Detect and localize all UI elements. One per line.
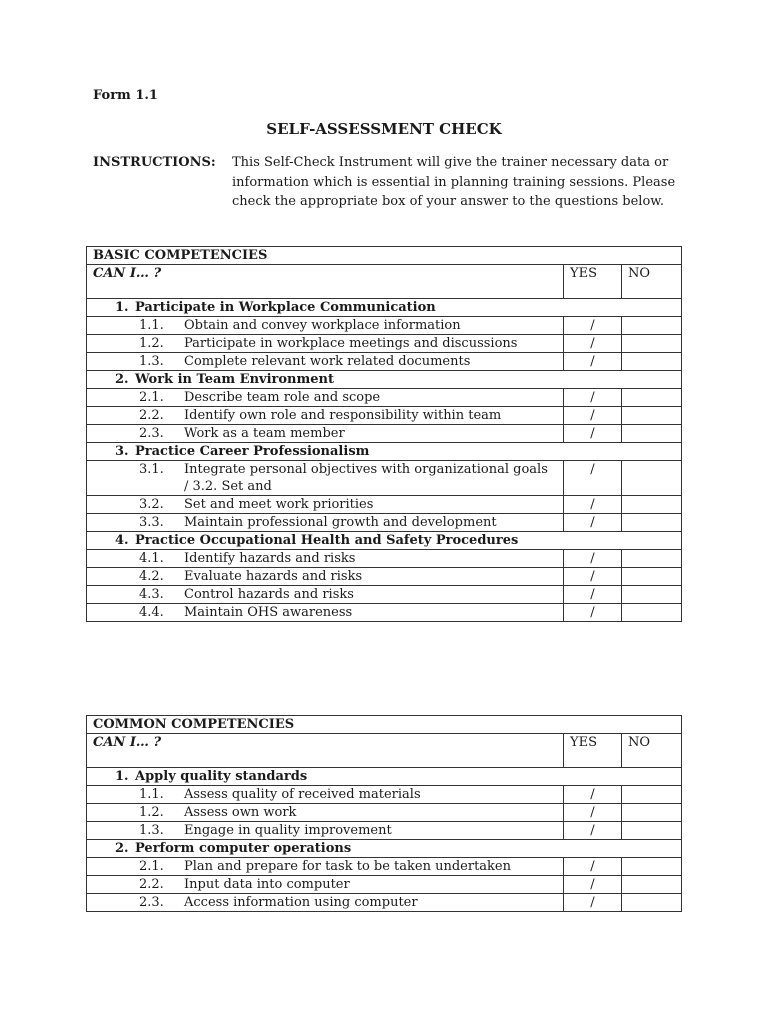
form-label: Form 1.1 (93, 88, 158, 103)
competency-text: Engage in quality improvement (184, 823, 392, 838)
yes-checkbox[interactable]: / (564, 389, 622, 407)
competency-number: 2.2. (139, 877, 164, 892)
competency-description (87, 550, 564, 568)
competency-text: Complete relevant work related documents (184, 354, 471, 369)
no-checkbox[interactable] (622, 568, 682, 586)
competency-description (87, 894, 564, 912)
competency-description (87, 353, 564, 371)
no-checkbox[interactable] (622, 461, 682, 496)
competency-number: 2.2. (139, 408, 164, 423)
no-checkbox[interactable] (622, 389, 682, 407)
section-row (87, 532, 682, 550)
competency-number: 2.3. (139, 426, 164, 441)
yes-checkbox[interactable]: / (564, 550, 622, 568)
no-checkbox[interactable] (622, 604, 682, 622)
instructions-block (93, 153, 683, 212)
competency-number: 1.1. (139, 787, 164, 802)
competency-text: Evaluate hazards and risks (184, 569, 363, 584)
section-number: 1. (115, 300, 129, 315)
competency-text: Assess own work (184, 805, 297, 820)
competency-description (87, 586, 564, 604)
section-title (87, 371, 682, 389)
competency-description (87, 425, 564, 443)
competency-row (87, 858, 682, 876)
competency-text: Integrate personal objectives with organizational goals / 3.2. Set and (184, 462, 548, 494)
yes-checkbox[interactable]: / (564, 353, 622, 371)
competency-row (87, 335, 682, 353)
no-checkbox[interactable] (622, 586, 682, 604)
competency-text: Identify hazards and risks (184, 551, 356, 566)
no-checkbox[interactable] (622, 514, 682, 532)
competency-description (87, 876, 564, 894)
competency-text: Describe team role and scope (184, 390, 381, 405)
yes-checkbox[interactable]: / (564, 425, 622, 443)
competency-description (87, 461, 564, 496)
competency-description (87, 335, 564, 353)
competency-description (87, 514, 564, 532)
no-checkbox[interactable] (622, 550, 682, 568)
no-checkbox[interactable] (622, 894, 682, 912)
yes-checkbox[interactable]: / (564, 461, 622, 496)
section-title (87, 532, 682, 550)
yes-checkbox[interactable]: / (564, 894, 622, 912)
yes-checkbox[interactable]: / (564, 496, 622, 514)
yes-checkbox[interactable]: / (564, 604, 622, 622)
no-checkbox[interactable] (622, 353, 682, 371)
competency-row (87, 786, 682, 804)
section-title-text: Participate in Workplace Communication (135, 300, 436, 315)
competency-text: Work as a team member (184, 426, 345, 441)
competency-description (87, 804, 564, 822)
competency-description (87, 822, 564, 840)
section-number: 3. (115, 444, 129, 459)
section-title-text: Apply quality standards (135, 769, 308, 784)
competency-text: Assess quality of received materials (184, 787, 421, 802)
competency-row (87, 461, 682, 496)
competency-description (87, 389, 564, 407)
competency-row (87, 389, 682, 407)
section-row (87, 299, 682, 317)
no-checkbox[interactable] (622, 335, 682, 353)
competency-number: 1.2. (139, 805, 164, 820)
competency-number: 2.1. (139, 390, 164, 405)
section-title (87, 443, 682, 461)
competency-row (87, 550, 682, 568)
competency-number: 4.3. (139, 587, 164, 602)
section-number: 1. (115, 769, 129, 784)
competency-number: 1.1. (139, 318, 164, 333)
competency-description (87, 858, 564, 876)
competency-text: Plan and prepare for task to be taken undertaken (184, 859, 511, 874)
section-title (87, 840, 682, 858)
competency-row (87, 317, 682, 335)
yes-checkbox[interactable]: / (564, 786, 622, 804)
no-checkbox[interactable] (622, 876, 682, 894)
section-title (87, 299, 682, 317)
competency-number: 1.3. (139, 354, 164, 369)
competency-row (87, 604, 682, 622)
competency-number: 4.1. (139, 551, 164, 566)
competency-text: Identify own role and responsibility within team (184, 408, 502, 423)
competency-row (87, 804, 682, 822)
no-checkbox[interactable] (622, 317, 682, 335)
section-row (87, 371, 682, 389)
no-checkbox[interactable] (622, 425, 682, 443)
table-header: BASIC COMPETENCIES (87, 247, 682, 265)
common-competencies-table (86, 715, 682, 912)
yes-column-header: YES (564, 265, 622, 299)
instructions-text: This Self-Check Instrument will give the trainer necessary data or information which is essential in planning training sessions. Please check the appropriate box of your answer to the questions below. (232, 155, 676, 209)
no-checkbox[interactable] (622, 786, 682, 804)
no-checkbox[interactable] (622, 804, 682, 822)
table-header: COMMON COMPETENCIES (87, 716, 682, 734)
competency-text: Obtain and convey workplace information (184, 318, 461, 333)
competency-text: Participate in workplace meetings and discussions (184, 336, 518, 351)
no-checkbox[interactable] (622, 822, 682, 840)
no-column-header: NO (622, 265, 682, 299)
competency-row (87, 894, 682, 912)
no-column-header: NO (622, 734, 682, 768)
section-title-text: Practice Career Professionalism (135, 444, 370, 459)
section-row (87, 443, 682, 461)
instructions-label: INSTRUCTIONS: (93, 155, 216, 170)
competency-description (87, 568, 564, 586)
competency-description (87, 496, 564, 514)
section-title-text: Work in Team Environment (135, 372, 334, 387)
yes-checkbox[interactable]: / (564, 407, 622, 425)
yes-checkbox[interactable]: / (564, 514, 622, 532)
competency-text: Control hazards and risks (184, 587, 354, 602)
section-number: 2. (115, 372, 129, 387)
competency-number: 2.3. (139, 895, 164, 910)
competency-number: 2.1. (139, 859, 164, 874)
competency-row (87, 425, 682, 443)
yes-checkbox[interactable]: / (564, 822, 622, 840)
competency-row (87, 496, 682, 514)
competency-text: Maintain professional growth and development (184, 515, 497, 530)
yes-checkbox[interactable]: / (564, 586, 622, 604)
competency-text: Access information using computer (184, 895, 418, 910)
competency-text: Set and meet work priorities (184, 497, 374, 512)
competency-number: 1.3. (139, 823, 164, 838)
no-checkbox[interactable] (622, 407, 682, 425)
competency-text: Maintain OHS awareness (184, 605, 353, 620)
competency-description (87, 317, 564, 335)
competency-row (87, 822, 682, 840)
can-i-label: CAN I… ? (87, 265, 564, 299)
competency-description (87, 604, 564, 622)
competency-row (87, 407, 682, 425)
yes-checkbox[interactable]: / (564, 335, 622, 353)
yes-checkbox[interactable]: / (564, 858, 622, 876)
competency-number: 1.2. (139, 336, 164, 351)
yes-column-header: YES (564, 734, 622, 768)
section-title-text: Practice Occupational Health and Safety Procedures (135, 533, 519, 548)
competency-row (87, 353, 682, 371)
section-title-text: Perform computer operations (135, 841, 352, 856)
competency-number: 3.2. (139, 497, 164, 512)
competency-number: 4.4. (139, 605, 164, 620)
yes-checkbox[interactable]: / (564, 317, 622, 335)
competency-row (87, 514, 682, 532)
no-checkbox[interactable] (622, 858, 682, 876)
competency-row (87, 568, 682, 586)
competency-number: 3.1. (139, 462, 164, 477)
no-checkbox[interactable] (622, 496, 682, 514)
competency-description (87, 786, 564, 804)
can-i-label: CAN I… ? (87, 734, 564, 768)
competency-row (87, 876, 682, 894)
competency-row (87, 586, 682, 604)
competency-text: Input data into computer (184, 877, 350, 892)
competency-number: 3.3. (139, 515, 164, 530)
page-title: SELF-ASSESSMENT CHECK (266, 120, 502, 138)
yes-checkbox[interactable]: / (564, 804, 622, 822)
section-title (87, 768, 682, 786)
competency-number: 4.2. (139, 569, 164, 584)
section-row (87, 768, 682, 786)
section-number: 4. (115, 533, 129, 548)
section-number: 2. (115, 841, 129, 856)
competency-description (87, 407, 564, 425)
yes-checkbox[interactable]: / (564, 876, 622, 894)
basic-competencies-table (86, 246, 682, 622)
yes-checkbox[interactable]: / (564, 568, 622, 586)
section-row (87, 840, 682, 858)
